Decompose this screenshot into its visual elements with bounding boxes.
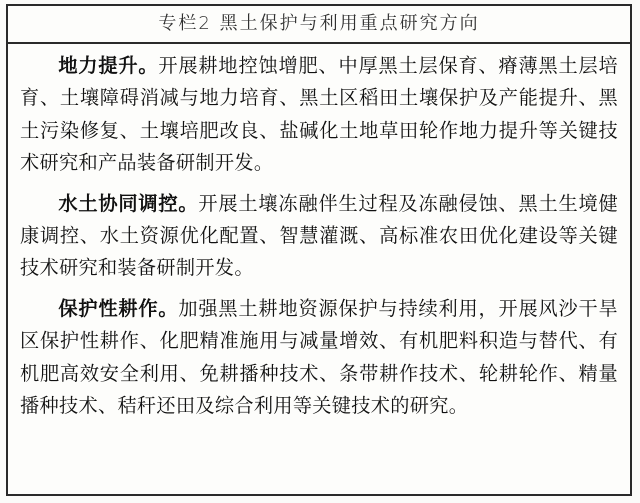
paragraph-heading: 地力提升。 [58,54,159,77]
special-column-box [6,4,632,496]
paragraph-water-soil-regulation [20,188,618,285]
paragraph-body: 开展耕地控蚀增肥、中厚黑土层保育、瘠薄黑土层培育、土壤障碍消减与地力培育、黑土区稻田土壤保护及产能提升、黑土污染修复、土壤培肥改良、盐碱化土地草田轮作地力提升等关键技术研究和产品装备研制开发。 [20,54,619,175]
paragraph-soil-fertility [20,50,618,180]
paragraph-heading: 保护性耕作。 [58,296,179,320]
paragraph-body: 加强黑土耕地资源保护与持续利用，开展风沙干旱区保护性耕作、化肥精准施用与减量增效、有机肥料积造与替代、有机肥高效安全利用、免耕播种技术、条带耕作技术、轮耕轮作、精量播种技术、秸秆还田及综合利用等关键技术的研究。 [20,296,618,418]
paragraph-heading: 水土协同调控。 [58,191,199,215]
paragraph-body: 开展土壤冻融伴生过程及冻融侵蚀、黑土生境健康调控、水土资源优化配置、智慧灌溉、高标准农田优化建设等关键技术研究和装备研制开发。 [20,191,618,280]
paragraph-conservation-tillage [20,293,618,423]
box-content [20,50,618,430]
box-title: 专栏2 黑土保护与利用重点研究方向 [8,6,630,44]
